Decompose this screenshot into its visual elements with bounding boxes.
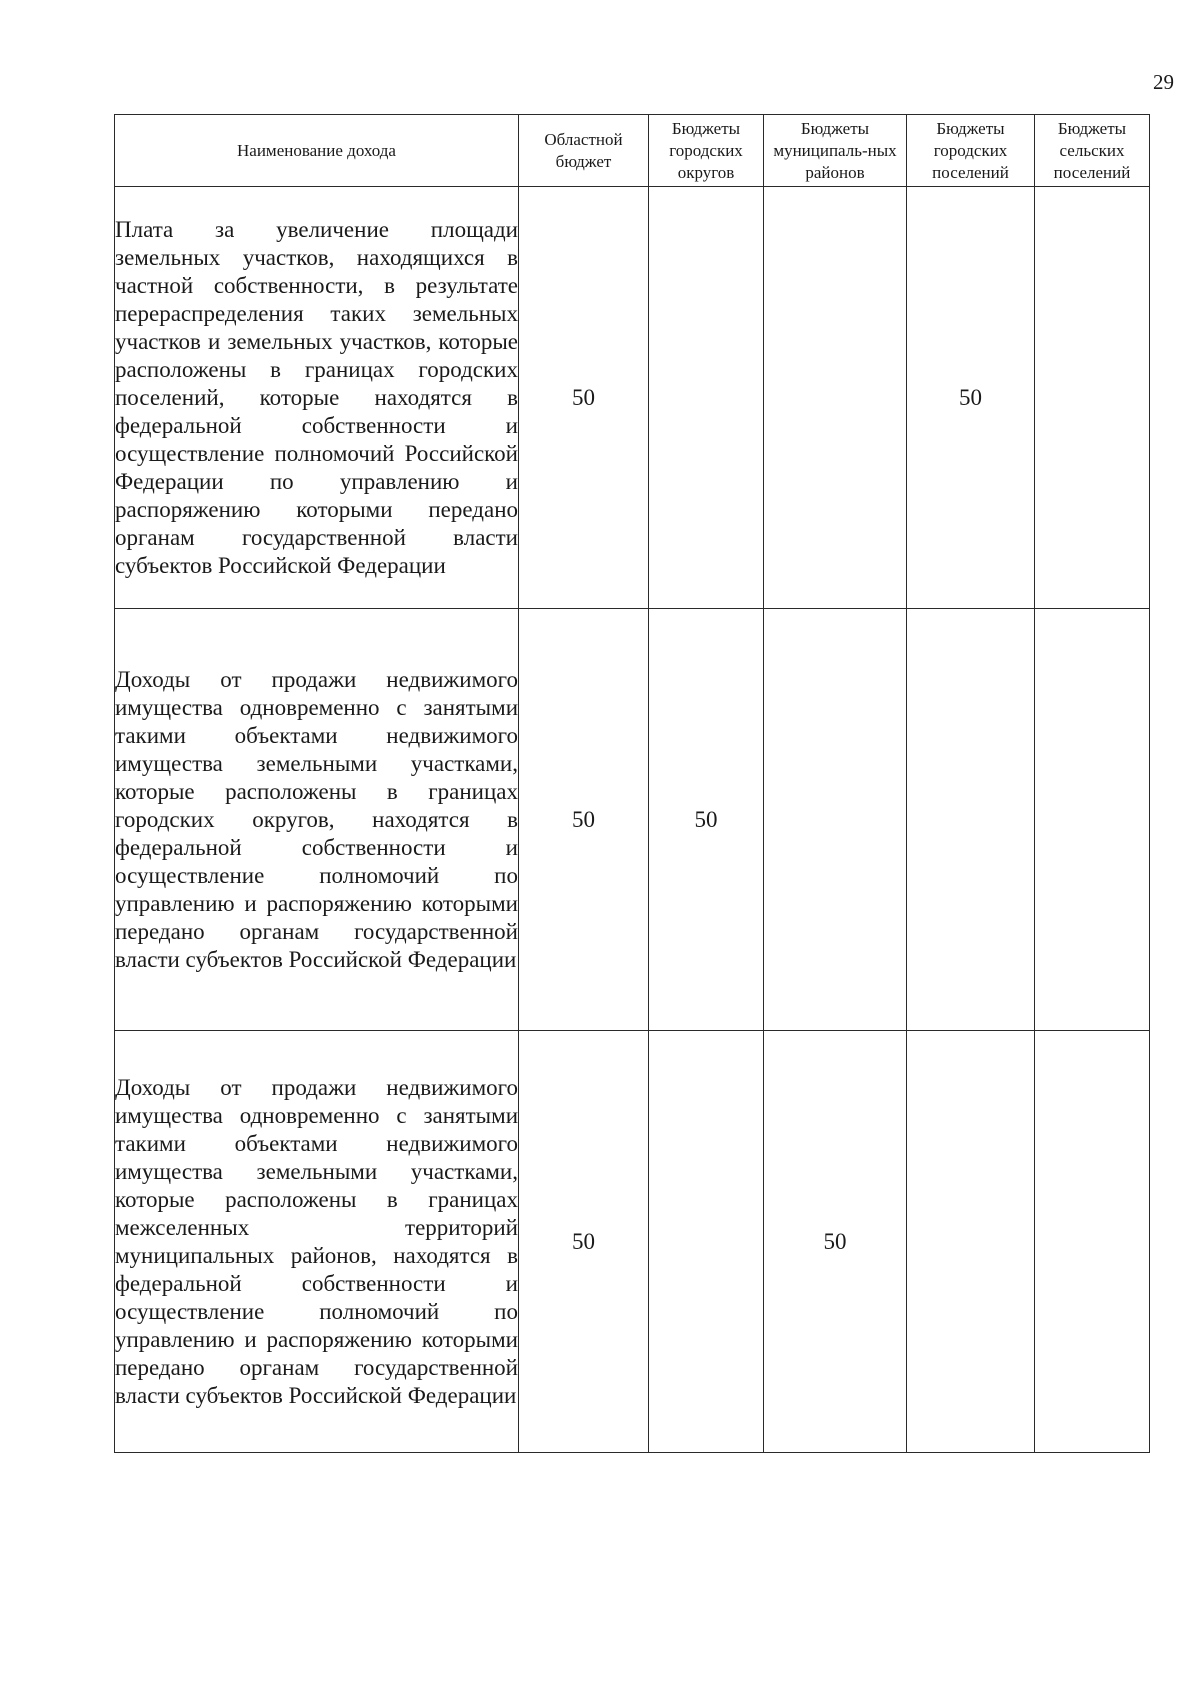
header-regional-budget: Областной бюджет: [519, 115, 649, 187]
header-income-name: Наименование дохода: [115, 115, 519, 187]
header-municipal-districts: Бюджеты муниципаль-ных районов: [764, 115, 907, 187]
municipal-districts-value-cell: [764, 187, 907, 609]
income-distribution-table: [114, 114, 1150, 1453]
page-number: 29: [1153, 70, 1174, 94]
city-districts-value-cell: 50: [649, 609, 764, 1031]
urban-settlements-value-cell: 50: [907, 187, 1035, 609]
header-rural-settlements: Бюджеты сельских поселений: [1035, 115, 1150, 187]
regional-value-cell: 50: [519, 609, 649, 1031]
table-header-row: [115, 115, 1150, 187]
income-name-cell: Доходы от продажи недвижимого имущества одновременно с занятыми такими объектами недвижимого имущества земельными участками, которые расположены в границах межселенных территорий муниципальных районов, находятся в федеральной собственности и осуществление полномочий по управлению и распоряжению которыми передано органам государственной власти субъектов Российской Федерации: [115, 1031, 519, 1453]
table-row: [115, 1031, 1150, 1453]
urban-settlements-value-cell: [907, 1031, 1035, 1453]
header-city-districts: Бюджеты городских округов: [649, 115, 764, 187]
regional-value-cell: 50: [519, 1031, 649, 1453]
rural-settlements-value-cell: [1035, 1031, 1150, 1453]
regional-value-cell: 50: [519, 187, 649, 609]
table-row: [115, 609, 1150, 1031]
rural-settlements-value-cell: [1035, 187, 1150, 609]
municipal-districts-value-cell: [764, 609, 907, 1031]
income-name-cell: Доходы от продажи недвижимого имущества одновременно с занятыми такими объектами недвижимого имущества земельными участками, которые расположены в границах городских округов, находятся в федеральной собственности и осуществление полномочий по управлению и распоряжению которыми передано органам государственной власти субъектов Российской Федерации: [115, 609, 519, 1031]
table-row: [115, 187, 1150, 609]
municipal-districts-value-cell: 50: [764, 1031, 907, 1453]
header-urban-settlements: Бюджеты городских поселений: [907, 115, 1035, 187]
urban-settlements-value-cell: [907, 609, 1035, 1031]
rural-settlements-value-cell: [1035, 609, 1150, 1031]
city-districts-value-cell: [649, 1031, 764, 1453]
city-districts-value-cell: [649, 187, 764, 609]
income-name-cell: Плата за увеличение площади земельных участков, находящихся в частной собственности, в результате перераспределения таких земельных участков и земельных участков, которые расположены в границах городских поселений, которые находятся в федеральной собственности и осуществление полномочий Российской Федерации по управлению и распоряжению которыми передано органам государственной власти субъектов Российской Федерации: [115, 187, 519, 609]
